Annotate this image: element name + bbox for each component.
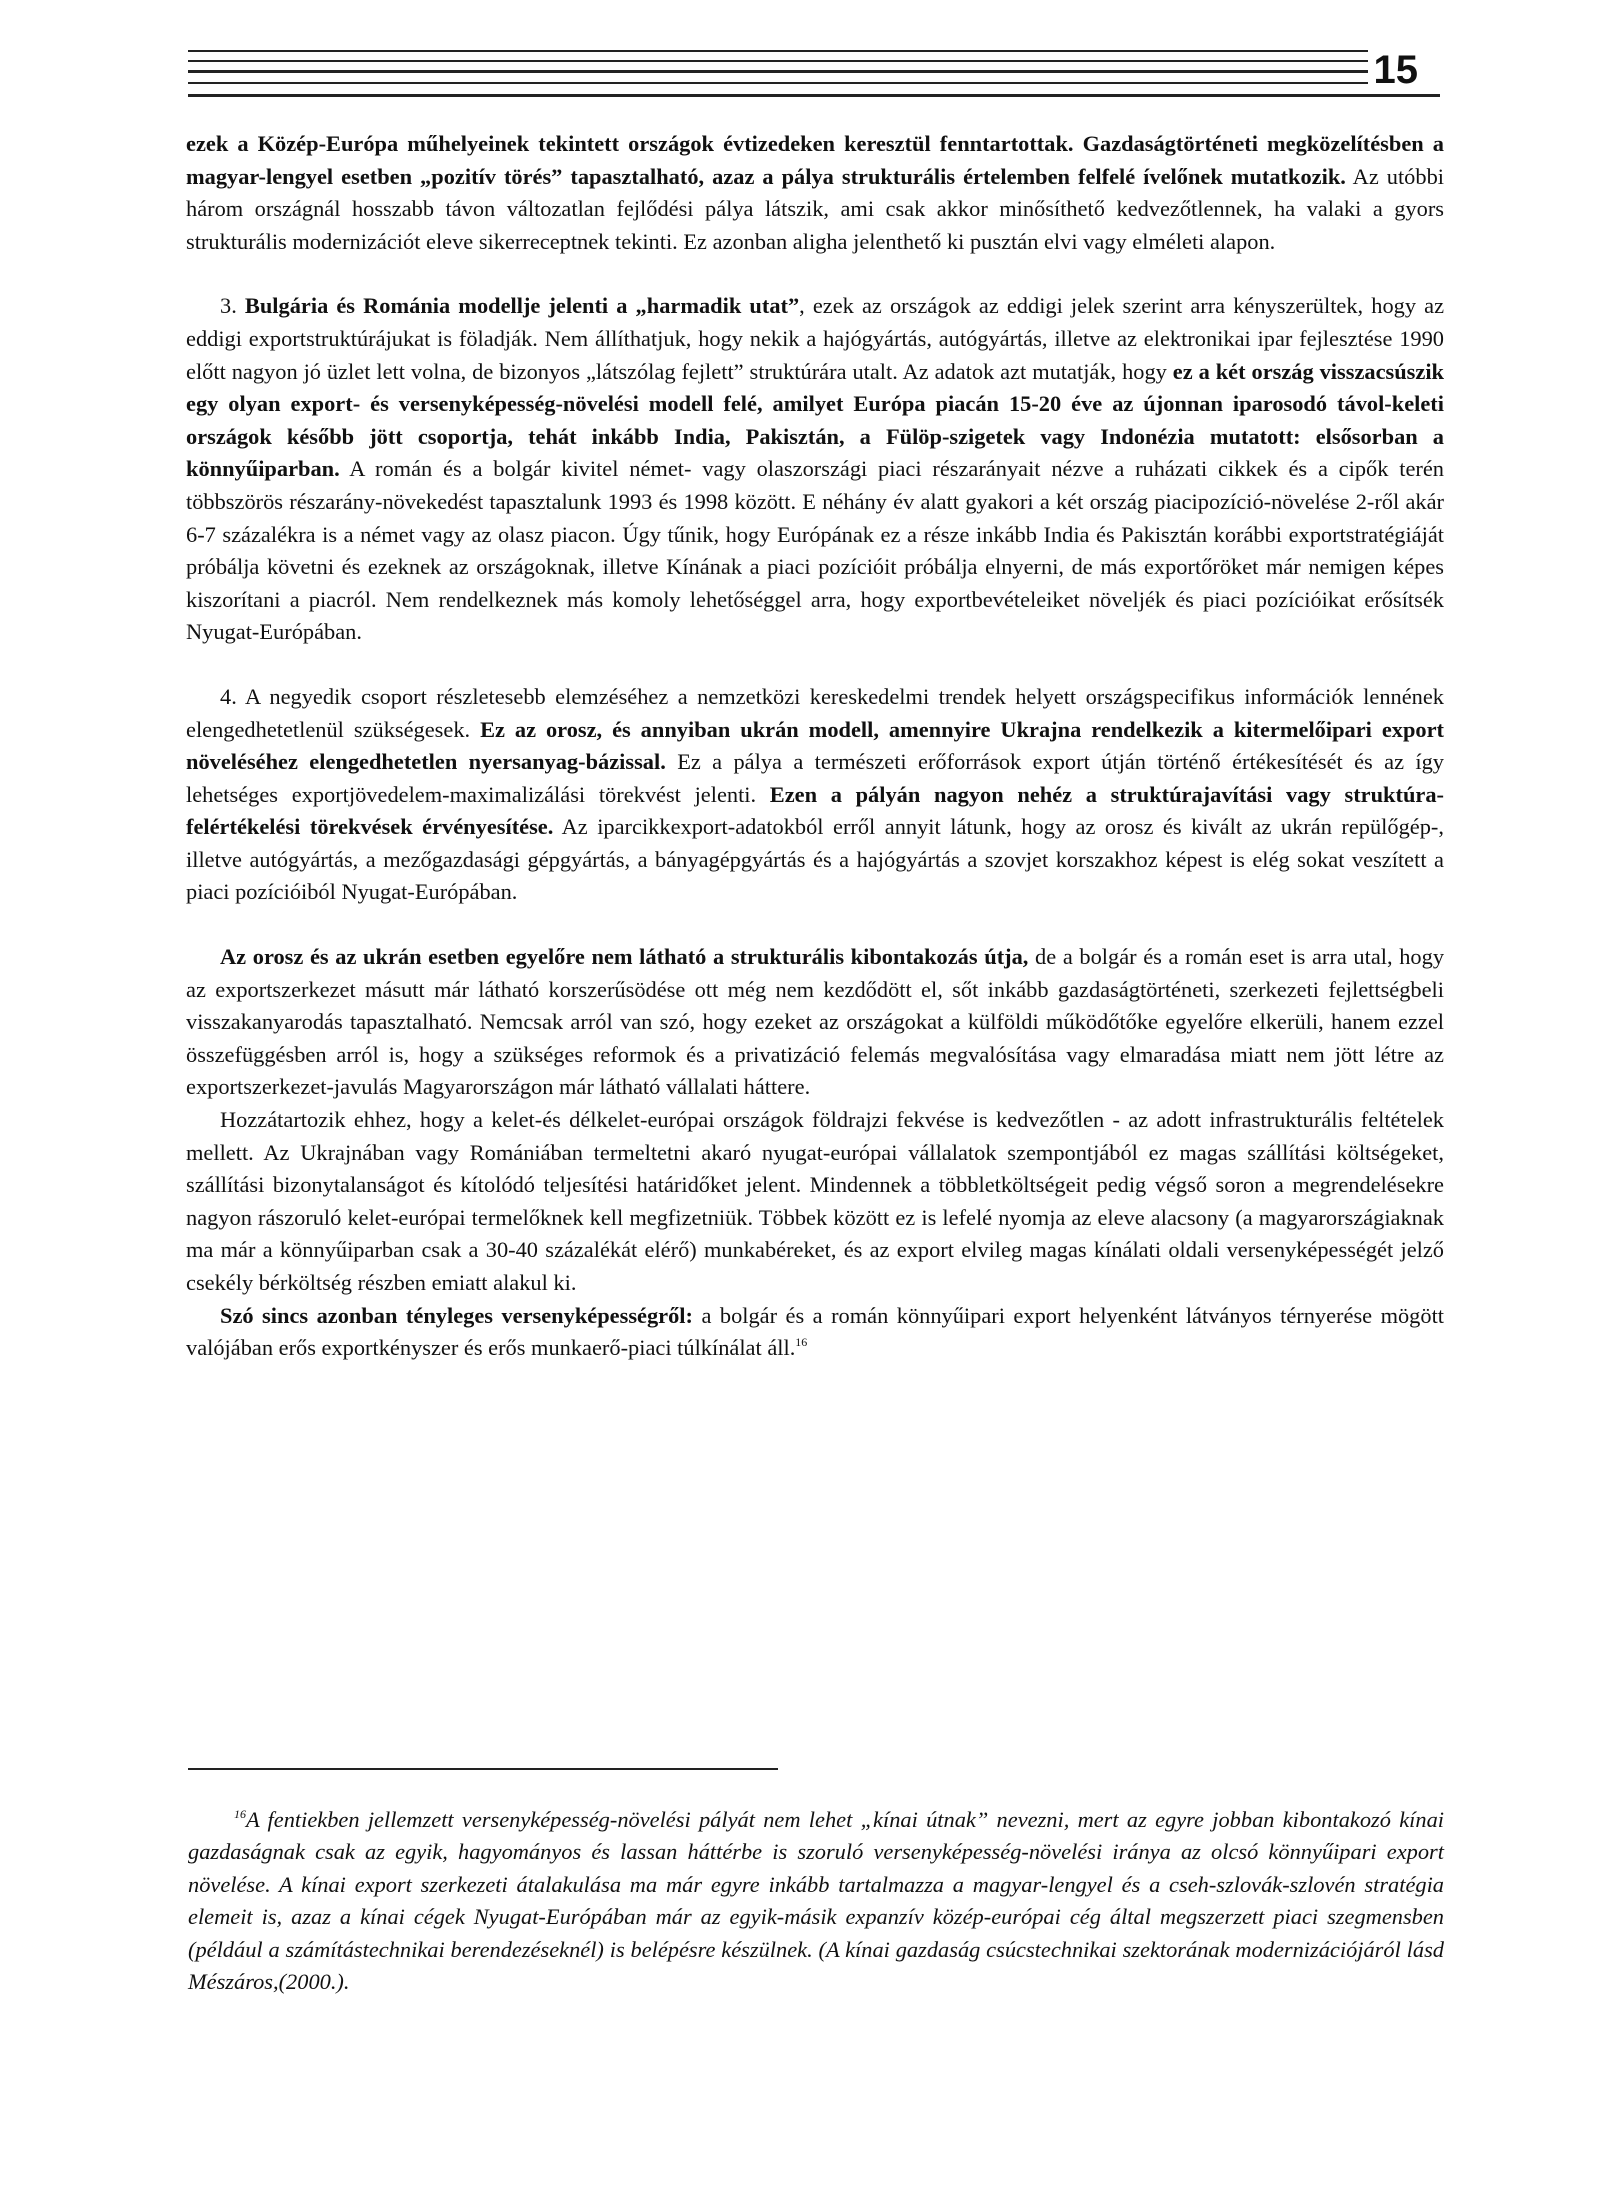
text: Ez a pálya a természeti erőforrások export útján történő értékesítését és az így lehetséges exportjövedelem-maximalizálási törekvést jelenti. <box>186 749 1444 807</box>
header-rule <box>188 50 1368 52</box>
footnote-marker: 16 <box>234 1807 246 1821</box>
text: de a bolgár és a román eset is arra utal, hogy az exportszerkezet másutt már látható korszerűsödése ott még nem kezdődött el, sőt inkább gazdaságtörténeti, szerkezeti fejlettségbeli visszakanyarodás tapasztalható. Nemcsak arról van szó, hogy ezeket az országokat a külföldi működőtőke egyelőre elkerüli, hanem ezzel összefüggésben arról is, hogy a szükséges reformok és a privatizáció felemás megvalósítása vagy elmaradása miatt nem jött létre az exportszerkezet-javulás Magyarországon már látható vállalati háttere. <box>186 944 1445 1100</box>
footnote-paragraph <box>188 1804 1444 1998</box>
paragraph-5 <box>186 1104 1444 1300</box>
body-text <box>186 128 1444 1365</box>
bold-text: Ezen a pályán nagyon nehéz a struktúrajavítási vagy struktúra-felértékelési törekvések érvényesítése. <box>186 781 1444 840</box>
bold-text: Az orosz és az ukrán esetben egyelőre nem látható a strukturális kibontakozás útja, <box>220 944 1029 970</box>
header-rule <box>188 94 1440 97</box>
text: 4. A negyedik csoport részletesebb elemzéséhez a nemzetközi kereskedelmi trendek helyett országspecifikus információk lennének elengedhetetlenül szükségesek. <box>186 683 1444 742</box>
footnote-divider <box>188 1768 778 1770</box>
bold-text: ezek a Közép-Európa műhelyeinek tekintett országok évtizedeken keresztül fenntartottak. Gazdaságtörténeti megközelítésben a magyar-lengyel esetben „pozitív törés” tapasztalható, azaz a pálya strukturális értelemben felfelé ívelőnek mutatkozik. <box>186 131 1444 189</box>
page-header <box>188 38 1440 108</box>
header-rule <box>188 60 1368 62</box>
footnote-text: A fentiekben jellemzett versenyképesség-növelési pályát nem lehet „kínai útnak” nevezni, mert az egyre jobban kibontakozó kínai gazdaságnak csak az egyik, hagyományos és lassan háttérbe is szoruló versenyképesség-növelési iránya az olcsó könnyűipari export növelése. A kínai export szerkezeti átalakulása ma már egyre inkább tartalmazza a magyar-lengyel és a cseh-szlovák-szlovén stratégia elemeit is, azaz a kínai cégek Nyugat-Európában már az egyik-másik expanzív közép-európai cég által megszerzett piaci szegmensben (például a számítástechnikai berendezéseknél) is belépésre készülnek. (A kínai gazdaság csúcstechnikai szektorának modernizációjáról lásd Mészáros,(2000.). <box>188 1807 1444 1995</box>
paragraph-3 <box>186 681 1444 909</box>
footnote-reference: 16 <box>795 1335 808 1350</box>
text: Az utóbbi három országnál hosszabb távon változatlan fejlődési pálya látszik, ami csak akkor minősíthető kedvezőtlennek, ha valaki a gyors strukturális modernizációt eleve sikerreceptnek tekinti. Ez azonban aligha jelenthető ki pusztán elvi vagy elméleti alapon. <box>186 163 1444 254</box>
bold-text: Ez az orosz, és annyiban ukrán modell, amennyire Ukrajna rendelkezik a kitermelőipari export növeléséhez elengedhetetlen nyersanyag-bázissal. <box>186 716 1445 775</box>
text: Az iparcikkexport-adatokból erről annyit látunk, hogy az orosz és kivált az ukrán repülőgép-, illetve autógyártás, a mezőgazdasági gépgyártás, a bányagépgyártás és a hajógyártás a szovjet korszakhoz képest is elég sokat veszített a piaci pozícióiból Nyugat-Európában. <box>186 814 1444 905</box>
paragraph-1 <box>186 128 1444 258</box>
text: Hozzátartozik ehhez, hogy a kelet-és délkelet-európai országok földrajzi fekvése is kedvezőtlen - az adott infrastrukturális feltételek mellett. Az Ukrajnában vagy Romániában termeltetni akaró nyugat-európai vállalatok szempontjából ez magas szállítási költségeket, szállítási bizonytalanságot és kítolódó teljesítési határidőket jelent. Mindennek a többletköltségeit pedig végső soron a megrendelésekre nagyon rászoruló kelet-európai termelőknek kell megfizetniük. Többek között ez is lefelé nyomja az eleve alacsony (a magyarországiaknak ma már a könnyűiparban csak a 30-40 százalékát elérő) munkabéreket, és az export elvileg magas kínálati oldali versenyképességét jelző csekély bérköltség részben emiatt alakul ki. <box>186 1107 1444 1295</box>
bold-text: Szó sincs azonban tényleges versenyképességről: <box>220 1302 693 1328</box>
paragraph-4 <box>186 941 1444 1104</box>
text: A román és a bolgár kivitel német- vagy olaszországi piaci részarányait nézve a ruházati cikkek és a cipők terén többszörös részarány-növekedést tapasztalunk 1993 és 1998 között. E néhány év alatt gyakori a két ország piacipozíció-növelése 2-ről akár 6-7 százalékra is a német vagy az olasz piacon. Úgy tűnik, hogy Európának ez a része inkább India és Pakisztán korábbi exportstratégiáját próbálja követni és ezeknek az országoknak, illetve Kínának a piaci pozícióit próbálja elnyerni, de más exportőröket már nemigen képes kiszorítani a piacról. Nem rendelkeznek más komoly lehetőséggel arra, hogy exportbevételeiket növeljék és piaci pozícióikat erősítsék Nyugat-Európában. <box>186 456 1444 645</box>
bold-text: ez a két ország visszacsúszik egy olyan export- és versenyképesség-növelési modell felé, amilyet Európa piacán 15-20 éve az újonnan iparosodó távol-keleti országok később jött csoportja, tehát inkább India, Pakisztán, a Fülöp-szigetek vagy Indonézia mutatott: elsősorban a könnyűiparban. <box>186 358 1445 482</box>
paragraph-2 <box>186 290 1444 649</box>
bold-text: Bulgária és Románia modellje jelenti a „harmadik utat” <box>244 293 800 319</box>
header-rule <box>188 70 1368 73</box>
text: , ezek az országok az eddigi jelek szerint arra kényszerültek, hogy az eddigi exportstruktúrájukat is föladják. Nem állíthatjuk, hogy nekik a hajógyártás, autógyártás, illetve az elektronikai ipar fejlesztése 1990 előtt nagyon jó üzlet lett volna, de bizonyos „látszólag fejlett” struktúrára utalt. Az adatok azt mutatják, hogy <box>186 293 1445 384</box>
paragraph-6 <box>186 1300 1444 1365</box>
footnote <box>188 1804 1444 1998</box>
text: a bolgár és a román könnyűipari export helyenként látványos térnyerése mögött valójában erős exportkényszer és erős munkaerő-piaci túlkínálat áll. <box>186 1302 1445 1361</box>
item-number: 3. <box>220 293 245 319</box>
page-number: 15 <box>1368 46 1425 94</box>
header-rule <box>188 82 1368 84</box>
